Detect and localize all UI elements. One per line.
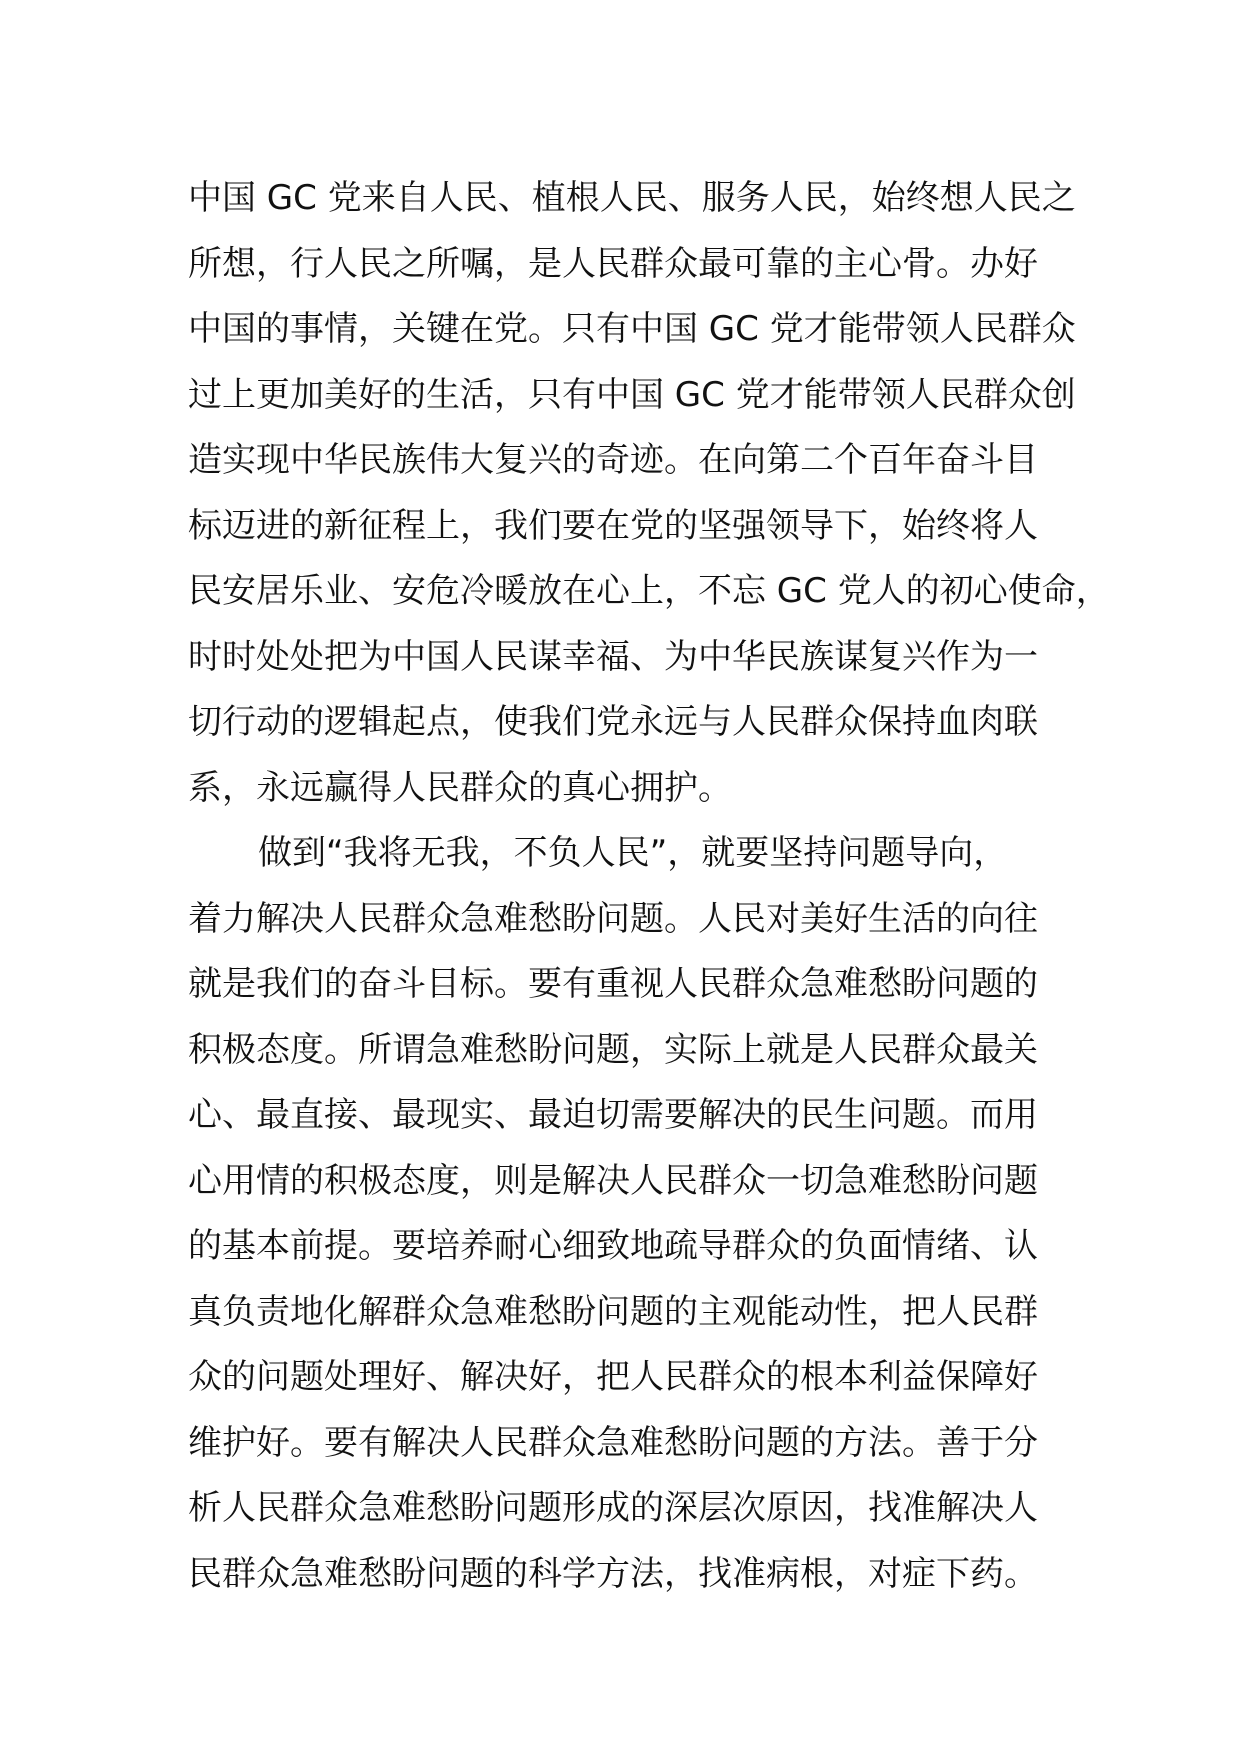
text-line: 中国的事情，关键在党。只有中国 GC 党才能带领人民群众: [188, 309, 1076, 349]
text-line: 心用情的积极态度，则是解决人民群众一切急难愁盼问题: [188, 1160, 1038, 1201]
paragraph-start-line: 做到“我将无我，不负人民”，就要坚持问题导向，: [258, 833, 1008, 873]
text-line: 积极态度。所谓急难愁盼问题，实际上就是人民群众最关: [188, 1029, 1038, 1070]
text-line: 造实现中华民族伟大复兴的奇迹。在向第二个百年奋斗目: [188, 440, 1038, 480]
text-line: 系，永远赢得人民群众的真心拥护。: [188, 767, 732, 808]
text-line: 着力解决人民群众急难愁盼问题。人民对美好生活的向往: [188, 898, 1038, 939]
text-line: 心、最直接、最现实、最迫切需要解决的民生问题。而用: [188, 1095, 1038, 1135]
text-line: 民安居乐业、安危冷暖放在心上，不忘 GC 党人的初心使命，: [188, 571, 1110, 611]
text-line: 过上更加美好的生活，只有中国 GC 党才能带领人民群众创: [188, 374, 1076, 415]
text-line: 的基本前提。要培养耐心细致地疏导群众的负面情绪、认: [188, 1226, 1038, 1266]
text-line: 切行动的逻辑起点，使我们党永远与人民群众保持血肉联: [188, 702, 1038, 742]
text-line: 所想，行人民之所嘱，是人民群众最可靠的主心骨。办好: [188, 243, 1038, 284]
document-body: [188, 166, 1110, 1607]
text-line: 民群众急难愁盼问题的科学方法，找准病根，对症下药。: [188, 1553, 1038, 1594]
text-line: 标迈进的新征程上，我们要在党的坚强领导下，始终将人: [188, 505, 1038, 546]
text-line: 众的问题处理好、解决好，把人民群众的根本利益保障好: [188, 1357, 1038, 1397]
text-line: 中国 GC 党来自人民、植根人民、服务人民，始终想人民之: [188, 178, 1076, 218]
text-line: 时时处处把为中国人民谋幸福、为中华民族谋复兴作为一: [188, 636, 1038, 677]
text-line: 就是我们的奋斗目标。要有重视人民群众急难愁盼问题的: [188, 964, 1038, 1004]
text-line: 析人民群众急难愁盼问题形成的深层次原因，找准解决人: [188, 1488, 1038, 1528]
text-line: 真负责地化解群众急难愁盼问题的主观能动性，把人民群: [188, 1291, 1038, 1332]
text-line: 维护好。要有解决人民群众急难愁盼问题的方法。善于分: [188, 1422, 1038, 1463]
